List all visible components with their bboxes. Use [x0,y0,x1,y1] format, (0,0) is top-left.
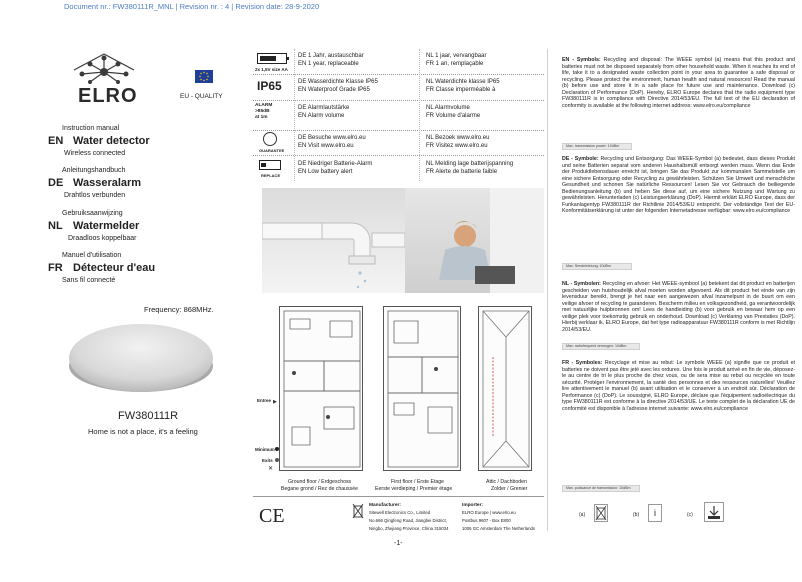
spec-fr-4: FR Visitez www.elro.eu [426,143,488,149]
spec-nl-4: NL Bezoek www.elro.eu [426,135,490,141]
entree-arrow-icon: ▶ [273,399,277,405]
spec-fr-5: FR Alerte de batterie faible [426,169,498,175]
symbol-c-label: (c) [687,512,693,518]
importer-line-2: Postbus 9607 - Box E800 [462,518,511,523]
ground-floor-drawing [280,307,364,472]
nl-title: Watermelder [73,220,140,232]
fr-caption: Manuel d'utilisation [62,252,122,259]
replace-label: REPLACE [261,173,281,178]
spec-en-2: EN Waterproof Grade IP65 [298,87,370,93]
importer-line-1: ELRO Europe | www.elro.eu [462,510,516,515]
first-floor-drawing [384,307,462,472]
spec-fr-2: FR Classe imperméable à [426,87,496,93]
spec-nl-3: NL Alarmvolume [426,105,470,111]
slogan: Home is not a place, it's a feeling [88,427,198,436]
weee-en-body: Recycling and disposal: The WEEE symbol (a) means that this product and batteries must not be disposed separately from other household waste. When it reaches its end of life, take it to a designated waste collection point in your area to guarantee a safe disposal or recycling. Please protect the environment, human health and natural resources! Read the manual (b) before use and store it in a safe place for future use and maintenance. Download (c) Declaration of Performance (DoP). Hereby, ELRO Europe declares that the radio equipment type FW380111R is in compliance with Directive 2014/53/EU. The full text of the EU declaration of conformity is available at the following internet address: www.elro.eu/compliance [562,57,795,109]
weee-fr-body: Recyclage et mise au rebut: Le symbole WEEE (a) signifie que ce produit et batteries ne doivent pas être jeté avec les ordures. Une fois le produit arrivé en fin de vie, déposez-le au centre de tri le plus proche de chez vous, ou de sera mise au rebut ou recyclée en toute sécurité. Protéger l'environnement, la santé des personnes et des ressources naturelles! Veuillez lire attentivement le manuel (b) avant utilisation et le conserver à un endroit sûr. Déclaration de Performance (c) (DoP). Le soussigné, ELRO Europe, déclare que l'équipement radioélectrique du type FW380111R est conforme à la directive 2014/53/UE. Le texte complet de la déclaration UE de conformité est disponible à l'adresse internet suivante: www.elro.eu/compliance [562,360,796,412]
eu-quality-label: EU - QUALITY [180,93,223,100]
weee-en-bar: Max. transmission power: 10dBm [562,143,632,150]
spec-en-5: EN Low battery alert [298,169,353,175]
manufacturer-line-2: No.666 Qingfeng Road, Jiangbei District, [369,518,447,523]
pipe-photo [262,188,405,293]
importer-label: Importer: [462,503,484,508]
ground-floor-plan [279,306,363,471]
legend-exits: Exits [262,458,273,463]
weee-fr-bar: Max. puissance de transmission: 10dBm [562,485,640,492]
importer-line-3: 1006 GC Amsterdam The Netherlands [462,526,536,531]
model-number: FW380111R [118,410,179,422]
weee-de-bar: Max. Sendeleistung: 10dBm [562,263,632,270]
spec-de-2: DE Wasserdichte Klasse IP65 [298,79,378,85]
exits-dot-icon [275,458,279,462]
frequency-label: Frequency: 868MHz. [144,305,214,314]
de-sub: Drahtlos verbunden [64,192,126,199]
fr-lang: FR [48,262,63,274]
de-title: Wasseralarm [73,177,142,189]
battery-icon-label: 2x 1,5V size AA [255,67,288,72]
en-title: Water detector [73,135,150,147]
spec-fr-1: FR 1 an, remplaçable [426,61,484,67]
crossed-bin-icon [594,504,608,522]
caption-attic-1: Attic / Dachboden [486,479,527,485]
weee-en-lead: EN - Symbols: [562,57,601,63]
en-caption: Instruction manual [62,125,120,132]
attic-drawing [479,307,533,472]
document-revision-header: Document nr.: FW380111R_MNL | Revision nr. : 4 | Revision date: 28-9-2020 [64,2,320,11]
water-detector-image [68,316,214,396]
spec-en-3: EN Alarm volume [298,113,345,119]
spec-nl-2: NL Waterdichte klasse IP65 [426,79,500,85]
de-caption: Anleitungshandbuch [62,167,126,174]
manufacturer-line-1: Sitewell Electronics Co., Limited [369,510,431,515]
first-floor-plan [383,306,461,471]
weee-fr-text [562,360,795,412]
spec-en-1: EN 1 year, replaceable [298,61,359,67]
caption-ground-2: Begane grond / Rez de chaussée [281,486,359,492]
symbol-a-label: (a) [579,512,586,518]
weee-de-body: Recycling und Entsorgung: Das WEEE-Symbol (a) bedeutet, dass dieses Produkt und seine Batterien separat vom anderen Haushaltsmüll entsorgt werden muss. Wenn das Ende der Produktlebensdauer erreicht ist, bringen Sie das Produkt zur kommunalen Sammelstelle um eine sichere Entsorgung oder Recycling zu gewährleisten. Schützen Sie Umwelt und menschliche Gesundheit und schonen Sie natürliche Ressourcen! Lesen Sie vor Gebrauch die beiliegende Bedienungsanleitung (b) und heben Sie diese auf, um eine sichere Nutzung und Wartung zu gewährleisten. Herunterladen (c) Leistungserklärung (DoP). Hiermit erklärt ELRO Europe, dass der Funkanlagentyp FW380111R der Richtlinie 2014/53/EU entspricht. Der vollständige Text der EU-Konformitätserklärung ist unter der folgenden Internetadresse verfügbar: www.elro.eu/compliance [562,156,795,214]
elro-logo [54,50,154,108]
footer-divider [253,496,544,497]
eu-flag-icon [195,70,213,83]
weee-de-text [562,156,795,215]
low-battery-icon [259,160,281,170]
weee-nl-text [562,281,795,333]
spec-fr-3: FR Volume d'alarme [426,113,481,119]
nl-sub: Draadloos koppelbaar [68,235,137,242]
manual-book-icon: i [648,504,662,522]
manufacturer-line-3: Ningbo, Zhejiang Province, China 315034 [369,526,449,531]
caption-first-1: First floor / Erste Etage [391,479,445,485]
weee-en-text [562,57,795,109]
nl-caption: Gebruiksaanwijzing [62,210,123,217]
weee-de-lead: DE - Symbole: [562,156,599,162]
spec-de-1: DE 1 Jahr, austauschbar [298,53,364,59]
caption-attic-2: Zolder / Grenier [491,486,528,492]
close-x-icon: ✕ [268,466,274,472]
spec-de-5: DE Niedriger Batterie-Alarm [298,161,373,167]
attic-plan [478,306,532,471]
guarantee-label: GUARANTEE [259,148,285,153]
legend-minimum: Minimum [255,447,275,452]
ce-mark: CE [259,505,285,527]
spec-table [253,49,544,187]
en-lang: EN [48,135,64,147]
symbol-b-label: (b) [633,512,640,518]
fr-title: Détecteur d'eau [73,262,156,274]
spec-de-3: DE Alarmlautstärke [298,105,350,111]
minimum-dot-icon [275,447,279,451]
legend-entree: Entree [257,398,272,403]
manufacturer-label: Manufacturer: [369,503,401,508]
guarantee-icon [263,132,277,146]
weee-nl-bar: Max. radiofrequent vermogen: 10dBm [562,343,640,350]
weee-nl-lead: NL - Symbolen: [562,281,601,287]
spec-de-4: DE Besuche www.elro.eu [298,135,366,141]
floorplan-section [253,297,544,497]
cover-panel [48,38,250,559]
download-doc-icon [704,502,724,522]
en-sub: Wireless connected [64,150,126,157]
ip65-icon: IP65 [257,79,282,93]
spec-nl-5: NL Melding lage batterijspanning [426,161,514,167]
battery-icon [257,53,287,64]
nl-lang: NL [48,220,63,232]
alarm-icon: ALARM >85dB at 1m [255,103,273,120]
fr-sub: Sans fil connecté [62,277,116,284]
weee-fr-lead: FR - Symboles: [562,360,603,366]
caption-ground-1: Ground floor / Erdgeschoss [288,479,352,485]
spec-nl-1: NL 1 jaar, vervangbaar [426,53,487,59]
brand-name: ELRO [78,85,138,107]
weee-nl-body: Recycling en afvoer: Het WEEE-symbool (a) betekent dat dit product en batterijen gescheiden van huishoudelijk afval moeten worden afgevoerd. Als dit product het einde van zijn levensduur bereikt, brengt je het naar een aangewezen afval inzamelpunt in de buurt om een veilige afvoer of recycling te garanderen. Bescherm milieu en volksgezondheid, ga verantwoordelijk met natuurlijke hulpbronnen om! Lees de handleiding (b) voor gebruik en bewaar hem op een veilige plek voor toekomstig gebruik en onderhoud. Download (c) Verklaring van Prestaties (DoP). Hierbij verklaar ik, ELRO Europe, dat het type radioapparatuur FW380111R conform is met Richtlijn 2014/53/EU. [562,281,796,333]
page-number: -1- [394,540,403,547]
de-lang: DE [48,177,64,189]
woman-photo [405,188,544,293]
caption-first-2: Eerste verdieping / Premier étage [375,486,453,492]
spec-en-4: EN Visit www.elro.eu [298,143,354,149]
weee-small-icon [352,503,364,519]
